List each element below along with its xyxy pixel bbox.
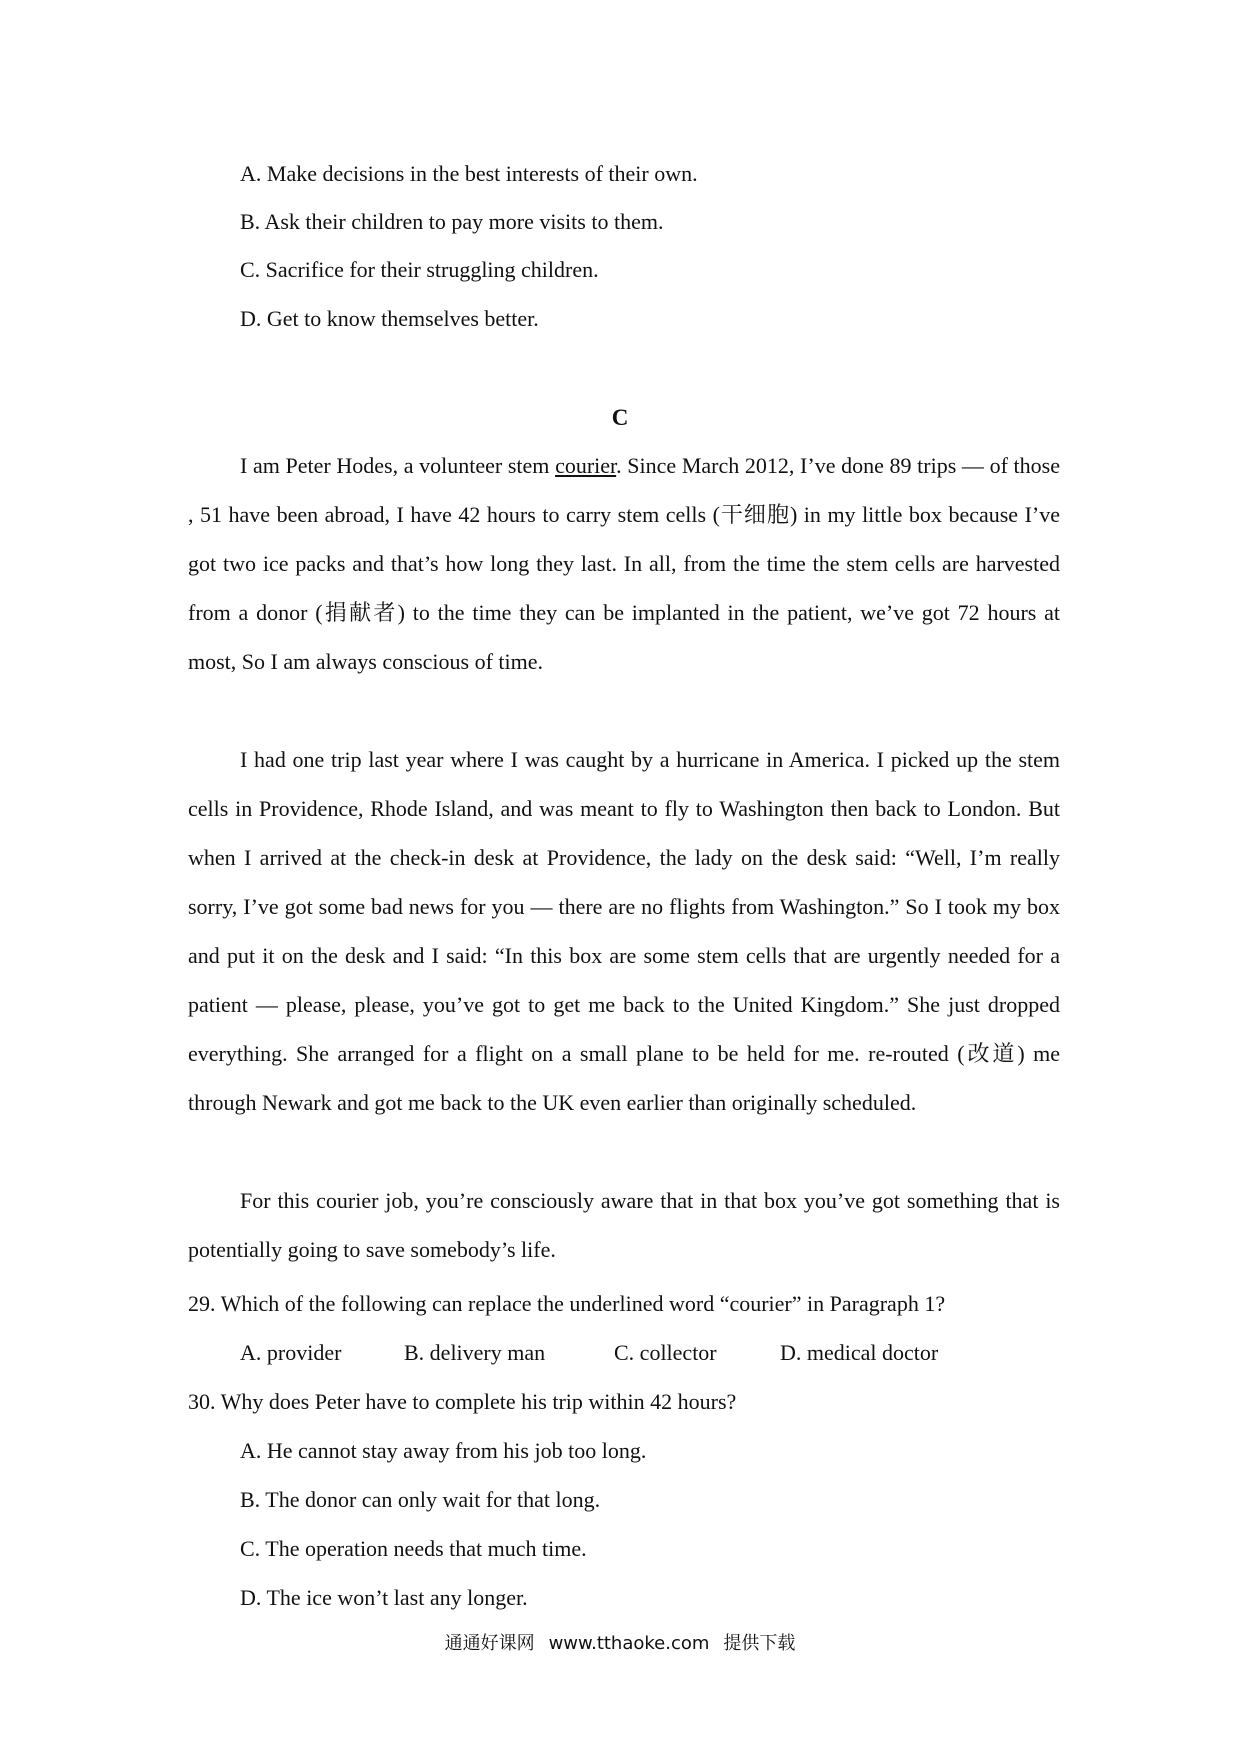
question-30-option-d: D. The ice won’t last any longer. [240,1585,528,1610]
passage-paragraph-1 [188,441,1060,686]
footer-url[interactable]: www.tthaoke.com [548,1633,710,1654]
question-30-option-b: B. The donor can only wait for that long. [240,1487,601,1512]
prev-option-a: A. Make decisions in the best interests of their own. [240,161,698,186]
paragraph-1-rest: . Since March 2012, I’ve done 89 trips — of those , 51 have been abroad, I have 42 hours to carry stem cells (干细胞) in my little box because I’ve got two ice packs and that’s how long they last. In all, from the time the stem cells are harvested from a donor (捐献者) to the time they can be implanted in the patient, we’ve got 72 hours at most, So I am always conscious of time. [188,453,1060,674]
prev-option-c: C. Sacrifice for their struggling children. [240,257,599,282]
passage-paragraph-3: For this courier job, you’re consciously aware that in that box you’ve got something that is potentially going to save somebody’s life. [188,1188,1060,1262]
question-29-option-a: A. provider [240,1340,342,1365]
footer-site-name: 通通好课网 [444,1633,535,1654]
question-30-option-a: A. He cannot stay away from his job too long. [240,1438,647,1463]
footer-note: 提供下载 [723,1633,796,1654]
question-30-stem: 30. Why does Peter have to complete his trip within 42 hours? [188,1389,737,1414]
passage-paragraph-2: I had one trip last year where I was caught by a hurricane in America. I picked up the stem cells in Providence, Rhode Island, and was meant to fly to Washington then back to London. But when I arrived at the check-in desk at Providence, the lady on the desk said: “Well, I’m really sorry, I’ve got some bad news for you — there are no flights from Washington.” So I took my box and put it on the desk and I said: “In this box are some stem cells that are urgently needed for a patient — please, please, you’ve got to get me back to the United Kingdom.” She just dropped everything. She arranged for a flight on a small plane to be held for me. re-routed (改道) me through Newark and got me back to the UK even earlier than originally scheduled. [188,747,1060,1115]
question-29-stem: 29. Which of the following can replace the underlined word “courier” in Paragraph 1? [188,1291,946,1316]
prev-option-d: D. Get to know themselves better. [240,306,539,331]
paragraph-1-start: I am Peter Hodes, a volunteer stem [240,453,556,478]
question-29-option-c: C. collector [614,1340,717,1365]
question-30-option-c: C. The operation needs that much time. [240,1536,587,1561]
question-29-option-d: D. medical doctor [780,1340,939,1365]
question-29-options [240,1339,938,1367]
section-heading: C [611,405,629,430]
page-footer [0,1632,1240,1656]
question-29-option-b: B. delivery man [404,1340,546,1365]
prev-option-b: B. Ask their children to pay more visits to them. [240,209,664,234]
underlined-word-courier: courier [555,453,617,478]
